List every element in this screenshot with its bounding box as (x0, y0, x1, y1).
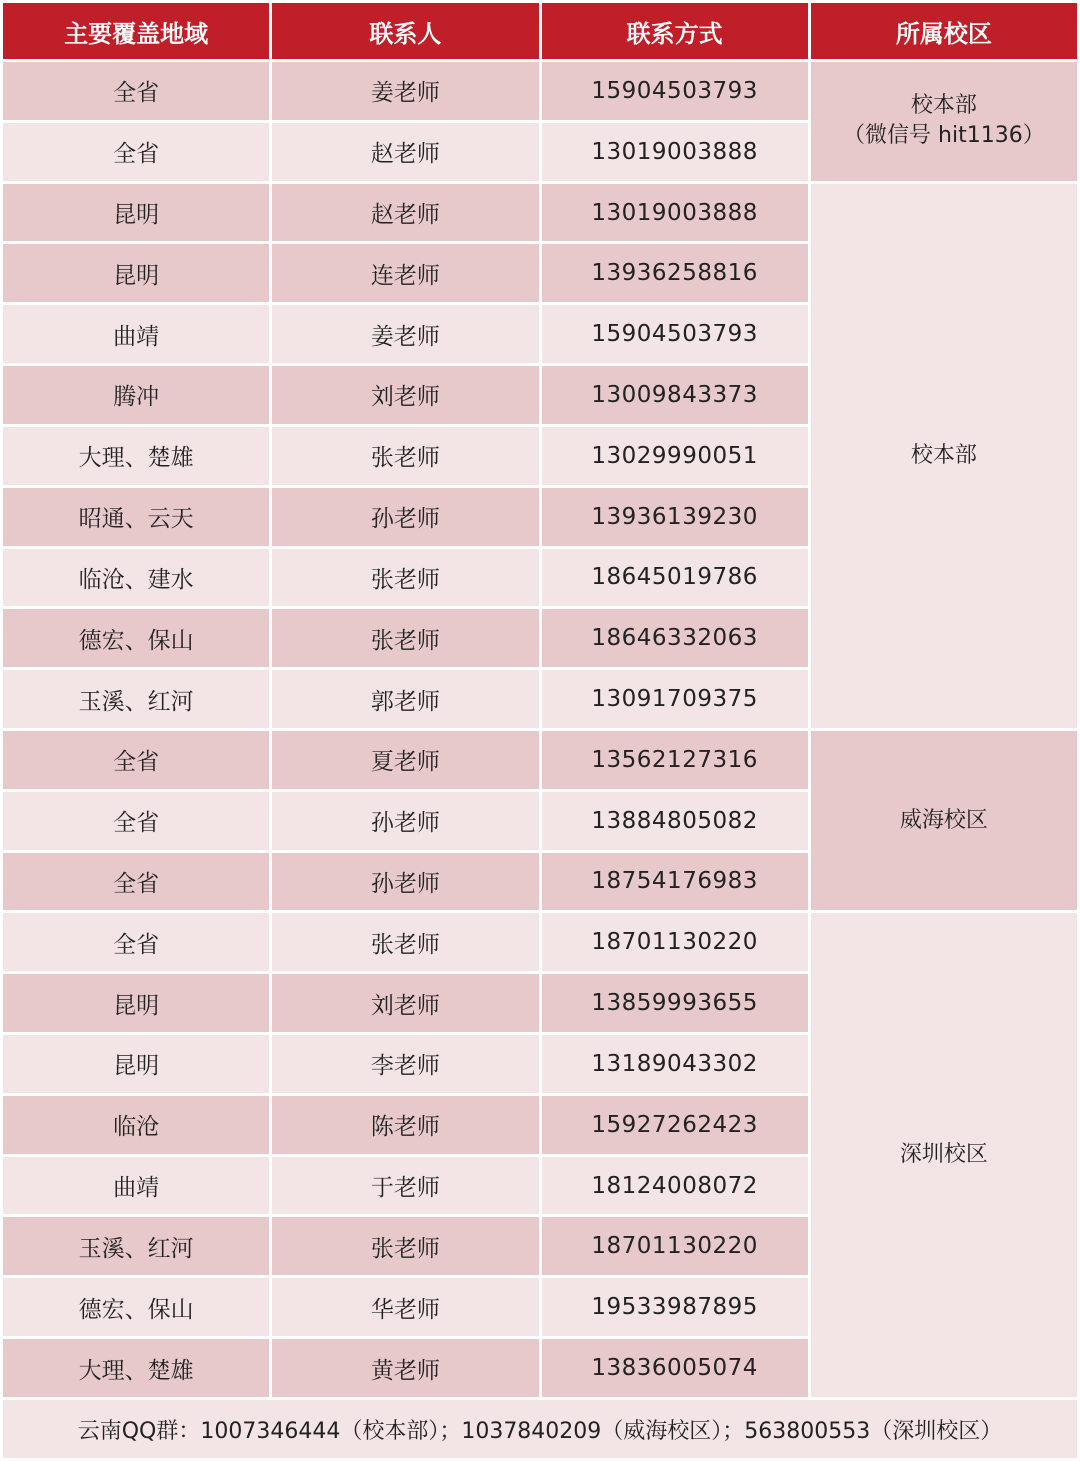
contact-cell: 孙老师 (272, 853, 538, 911)
region-cell: 昆明 (3, 974, 269, 1032)
header-region: 主要覆盖地域 (3, 3, 269, 59)
region-cell: 全省 (3, 913, 269, 971)
region-cell: 曲靖 (3, 305, 269, 363)
region-cell: 德宏、保山 (3, 1278, 269, 1336)
contact-cell: 陈老师 (272, 1096, 538, 1154)
contact-cell: 刘老师 (272, 366, 538, 424)
table-row (3, 184, 1077, 242)
table-row (3, 913, 1077, 971)
phone-cell: 13019003888 (542, 123, 808, 181)
contact-cell: 孙老师 (272, 488, 538, 546)
footer-row (3, 1400, 1077, 1458)
phone-cell: 19533987895 (542, 1278, 808, 1336)
contact-cell: 孙老师 (272, 792, 538, 850)
header-phone: 联系方式 (542, 3, 808, 59)
region-cell: 玉溪、红河 (3, 670, 269, 728)
region-cell: 全省 (3, 792, 269, 850)
region-cell: 昆明 (3, 1035, 269, 1093)
header-contact: 联系人 (272, 3, 538, 59)
qq-group-footer: 云南QQ群：1007346444（校本部）；1037840209（威海校区）；563800553（深圳校区） (3, 1400, 1077, 1458)
phone-cell: 13936258816 (542, 244, 808, 302)
contact-cell: 张老师 (272, 913, 538, 971)
table-header-row (3, 3, 1077, 59)
phone-cell: 18645019786 (542, 549, 808, 607)
campus-cell (811, 62, 1077, 181)
phone-cell: 13884805082 (542, 792, 808, 850)
contact-cell: 黄老师 (272, 1339, 538, 1397)
phone-cell: 18754176983 (542, 853, 808, 911)
table-row (3, 62, 1077, 120)
phone-cell: 13936139230 (542, 488, 808, 546)
region-cell: 全省 (3, 853, 269, 911)
phone-cell: 13836005074 (542, 1339, 808, 1397)
phone-cell: 13562127316 (542, 731, 808, 789)
campus-cell: 深圳校区 (811, 913, 1077, 1397)
contact-cell: 连老师 (272, 244, 538, 302)
contact-cell: 张老师 (272, 427, 538, 485)
phone-cell: 13091709375 (542, 670, 808, 728)
region-cell: 德宏、保山 (3, 609, 269, 667)
phone-cell: 18646332063 (542, 609, 808, 667)
phone-cell: 13859993655 (542, 974, 808, 1032)
phone-cell: 15904503793 (542, 305, 808, 363)
campus-wechat: （微信号 hit1136） (843, 123, 1045, 149)
campus-cell: 威海校区 (811, 731, 1077, 910)
region-cell: 玉溪、红河 (3, 1217, 269, 1275)
phone-cell: 15904503793 (542, 62, 808, 120)
phone-cell: 15927262423 (542, 1096, 808, 1154)
region-cell: 临沧、建水 (3, 549, 269, 607)
contact-cell: 张老师 (272, 549, 538, 607)
region-cell: 大理、楚雄 (3, 1339, 269, 1397)
phone-cell: 18124008072 (542, 1157, 808, 1215)
region-cell: 昭通、云天 (3, 488, 269, 546)
contact-cell: 张老师 (272, 609, 538, 667)
contact-cell: 赵老师 (272, 123, 538, 181)
contact-cell: 赵老师 (272, 184, 538, 242)
region-cell: 全省 (3, 123, 269, 181)
contact-cell: 李老师 (272, 1035, 538, 1093)
contact-cell: 刘老师 (272, 974, 538, 1032)
region-cell: 曲靖 (3, 1157, 269, 1215)
region-cell: 临沧 (3, 1096, 269, 1154)
contact-cell: 张老师 (272, 1217, 538, 1275)
contact-cell: 姜老师 (272, 62, 538, 120)
phone-cell: 18701130220 (542, 913, 808, 971)
contact-cell: 郭老师 (272, 670, 538, 728)
header-campus: 所属校区 (811, 3, 1077, 59)
phone-cell: 13019003888 (542, 184, 808, 242)
contact-cell: 夏老师 (272, 731, 538, 789)
phone-cell: 13009843373 (542, 366, 808, 424)
region-cell: 全省 (3, 731, 269, 789)
region-cell: 大理、楚雄 (3, 427, 269, 485)
region-cell: 昆明 (3, 244, 269, 302)
phone-cell: 13189043302 (542, 1035, 808, 1093)
campus-cell: 校本部 (811, 184, 1077, 728)
region-cell: 腾冲 (3, 366, 269, 424)
table-row (3, 731, 1077, 789)
campus-name: 校本部 (910, 93, 977, 119)
contact-cell: 于老师 (272, 1157, 538, 1215)
phone-cell: 13029990051 (542, 427, 808, 485)
contact-cell: 姜老师 (272, 305, 538, 363)
contact-cell: 华老师 (272, 1278, 538, 1336)
region-cell: 昆明 (3, 184, 269, 242)
region-cell: 全省 (3, 62, 269, 120)
phone-cell: 18701130220 (542, 1217, 808, 1275)
